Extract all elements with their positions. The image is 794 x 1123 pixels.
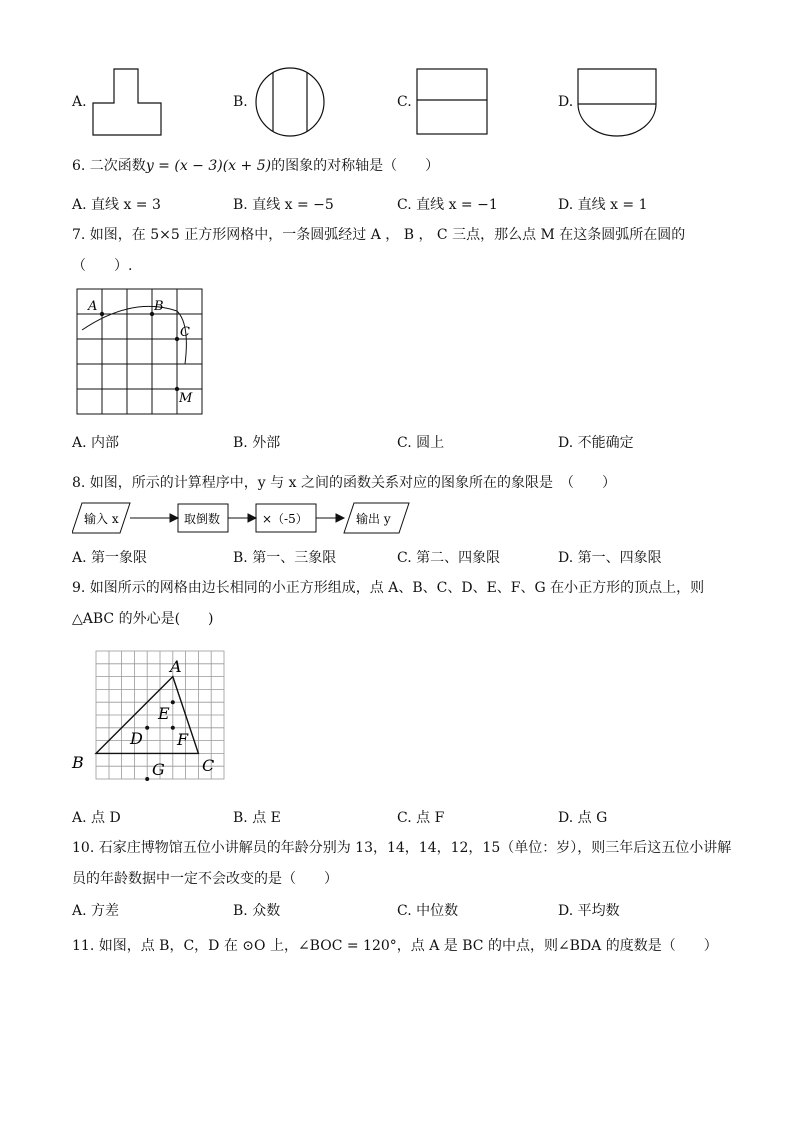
q9-grid-figure	[70, 645, 230, 785]
q9-option-d: D. 点 G	[558, 810, 608, 826]
q8-input-label: 输入 x	[84, 512, 119, 526]
q7-stem-line2: （ ）.	[72, 258, 133, 274]
q9-option-a: A. 点 D	[72, 810, 121, 826]
q9-stem-line1: 9. 如图所示的网格由边长相同的小正方形组成，点 A、B、C、D、E、F、G 在小正方形的顶点上，则	[72, 580, 705, 596]
q7-option-a: A. 内部	[72, 435, 120, 451]
q7-option-b: B. 外部	[233, 435, 281, 451]
q6-option-c: C. 直线 x = −1	[397, 197, 498, 213]
q9-point-g	[145, 777, 149, 781]
q6-stem-pre: 6. 二次函数	[72, 158, 146, 174]
q8-stem: 8. 如图，所示的计算程序中，y 与 x 之间的函数关系对应的图象所在的象限是 （ ）	[72, 475, 616, 491]
q6-stem	[72, 156, 439, 176]
q7-label-c: C	[180, 325, 190, 340]
q6-option-d: D. 直线 x = 1	[558, 197, 648, 213]
q5-option-a-label: A.	[72, 94, 87, 110]
q7-option-c: C. 圆上	[397, 435, 445, 451]
q5-option-d-label: D.	[558, 94, 574, 110]
q7-point-c	[175, 337, 179, 341]
q5-option-b-label: B.	[233, 94, 248, 110]
q5-figure-b-circle	[253, 66, 327, 138]
q6-stem-post: 的图象的对称轴是（ ）	[271, 158, 440, 174]
q7-label-m: M	[179, 391, 193, 406]
q8-option-c: C. 第二、四象限	[397, 550, 501, 566]
q10-stem-line2: 员的年龄数据中一定不会改变的是（ ）	[72, 871, 338, 887]
q7-stem-line1: 7. 如图，在 5×5 正方形网格中，一条圆弧经过 A ， B ， C 三点，那么点 M 在这条圆弧所在圆的	[72, 227, 686, 243]
q7-arc	[82, 306, 186, 364]
q11-stem: 11. 如图，点 B，C，D 在 ⊙O 上，∠BOC = 120°，点 A 是 BC 的中点，则∠BDA 的度数是（ ）	[72, 938, 718, 954]
q8-flowchart	[72, 500, 412, 536]
q7-label-b: B	[154, 299, 164, 314]
q7-option-d: D. 不能确定	[558, 435, 634, 451]
q9-stem-line2: △ABC 的外心是( )	[72, 611, 214, 627]
q9-label-e: E	[158, 704, 170, 723]
q8-option-d: D. 第一、四象限	[558, 550, 662, 566]
q10-option-d: D. 平均数	[558, 903, 620, 919]
q10-option-c: C. 中位数	[397, 903, 459, 919]
q9-point-d	[145, 726, 149, 730]
q6-option-b: B. 直线 x = −5	[233, 197, 334, 213]
q7-point-a	[100, 312, 104, 316]
q9-label-b: B	[72, 753, 84, 772]
q5-figure-c-rectangle	[416, 68, 488, 136]
q10-option-a: A. 方差	[72, 903, 120, 919]
q9-label-f: F	[177, 730, 189, 749]
q5-option-c-label: C.	[397, 94, 412, 110]
q10-option-b: B. 众数	[233, 903, 281, 919]
q9-option-c: C. 点 F	[397, 810, 445, 826]
q9-point-f	[171, 726, 175, 730]
q10-stem-line1: 10. 石家庄博物馆五位小讲解员的年龄分别为 13，14，14，12，15（单位：岁），则三年后这五位小讲解	[72, 840, 732, 856]
q9-label-d: D	[130, 729, 143, 748]
q8-option-a: A. 第一象限	[72, 550, 148, 566]
q6-formula: y = (x − 3)(x + 5)	[145, 158, 272, 174]
q5-figure-d-semicircle	[577, 68, 657, 138]
q8-option-b: B. 第一、三象限	[233, 550, 337, 566]
q6-option-a: A. 直线 x = 3	[72, 197, 161, 213]
q9-option-b: B. 点 E	[233, 810, 281, 826]
q8-output-label: 输出 y	[356, 512, 391, 526]
q8-step1-label: 取倒数	[184, 512, 221, 526]
q9-label-a: A	[170, 657, 182, 676]
q8-step2-label: ×（-5）	[262, 512, 308, 526]
q9-point-e	[171, 700, 175, 704]
q7-grid-figure	[72, 284, 208, 418]
q9-label-g: G	[152, 760, 165, 779]
q7-label-a: A	[88, 299, 98, 314]
q5-figure-a-t-shape	[92, 68, 162, 138]
q9-label-c: C	[202, 756, 215, 775]
